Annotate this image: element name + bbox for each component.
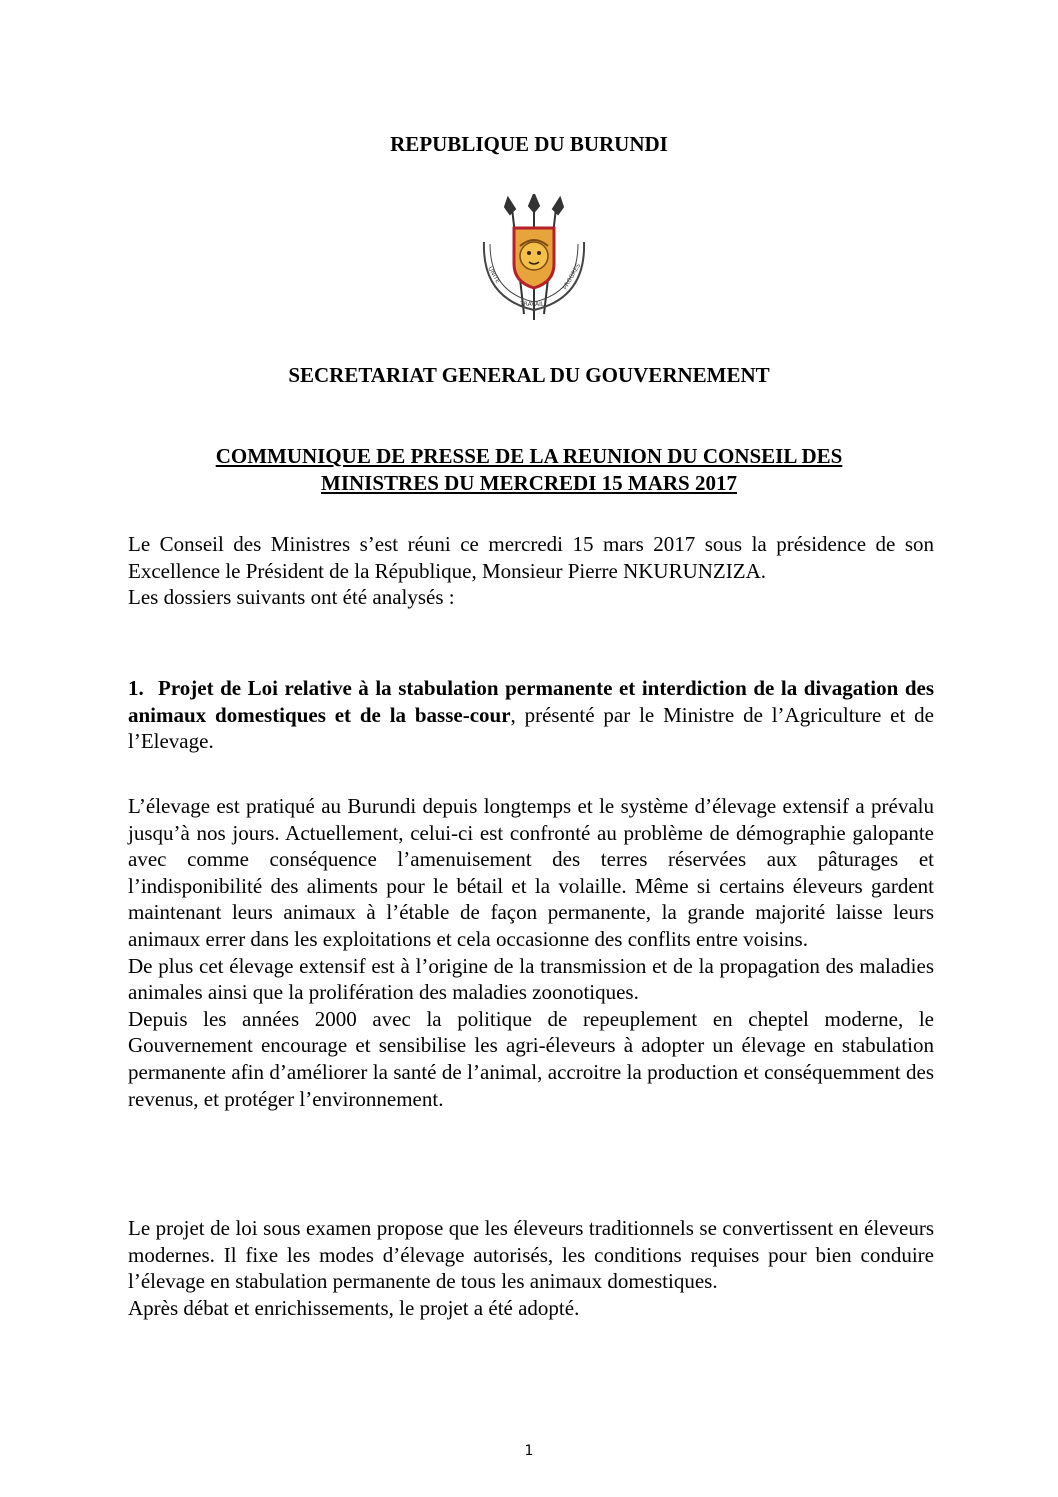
svg-text:TRAVAIL: TRAVAIL (520, 301, 545, 308)
country-heading: REPUBLIQUE DU BURUNDI (390, 132, 668, 156)
burundi-coat-of-arms-icon (474, 194, 594, 326)
intro-section (128, 531, 934, 611)
intro-paragraph: Le Conseil des Ministres s’est réuni ce mercredi 15 mars 2017 sous la présidence de son Excellence le Président de la République, Monsieur Pierre NKURUNZIZA. (128, 532, 934, 583)
intro-dossiers-line: Les dossiers suivants ont été analysés : (128, 585, 455, 610)
title-line-2: MINISTRES DU MERCREDI 15 MARS 2017 (321, 471, 737, 495)
svg-text:PROGRES: PROGRES (561, 262, 583, 291)
press-release-title (0, 443, 1058, 497)
body-paragraph: L’élevage est pratiqué au Burundi depuis longtemps et le système d’élevage extensif a prévalu jusqu’à nos jours. Actuellement, celui-ci est confronté au problème de démographie galopante avec comme conséquence l’amenuisement des terres réservées aux pâturages et l’indisponibilité des aliments pour le bétail et la volaille. Même si certains éleveurs gardent maintenant leurs animaux à l’étable de façon permanente, la grande majorité laisse leurs animaux errer dans les exploitations et cela occasionne des conflits entre voisins. (128, 794, 934, 951)
item-1-body (128, 793, 934, 1112)
title-line-1: COMMUNIQUE DE PRESSE DE LA REUNION DU CONSEIL DES (215, 444, 843, 468)
agenda-item-1 (128, 675, 934, 755)
item-1-conclusion (128, 1215, 934, 1321)
item-title: Projet de Loi relative à la stabulation permanente et interdiction de la divagation des animaux domestiques et de la basse-cour (128, 676, 934, 727)
body-paragraph: Le projet de loi sous examen propose que les éleveurs traditionnels se convertissent en éleveurs modernes. Il fixe les modes d’élevage autorisés, les conditions requises pour bien conduire l’élevage en stabulation permanente de tous les animaux domestiques. (128, 1216, 934, 1294)
body-paragraph: De plus cet élevage extensif est à l’origine de la transmission et de la propagation des maladies animales ainsi que la prolifération des maladies zoonotiques. (128, 953, 934, 1005)
svg-text:UNITE: UNITE (486, 265, 502, 285)
body-paragraph: Depuis les années 2000 avec la politique de repeuplement en cheptel moderne, le Gouvernement encourage et sensibilise les agri-éleveurs à adopter un élevage en stabulation permanente afin d’améliorer la santé de l’animal, accroitre la production et conséquemment des revenus, et protéger l’environnement. (128, 1006, 934, 1111)
item-presenter: , présenté par le Ministre de l’Agriculture et de l’Elevage. (128, 702, 934, 754)
page-number: 1 (524, 1443, 534, 1459)
office-heading: SECRETARIAT GENERAL DU GOUVERNEMENT (288, 363, 770, 387)
adoption-line: Après débat et enrichissements, le projet a été adopté. (128, 1295, 580, 1320)
item-number: 1. (128, 676, 144, 700)
